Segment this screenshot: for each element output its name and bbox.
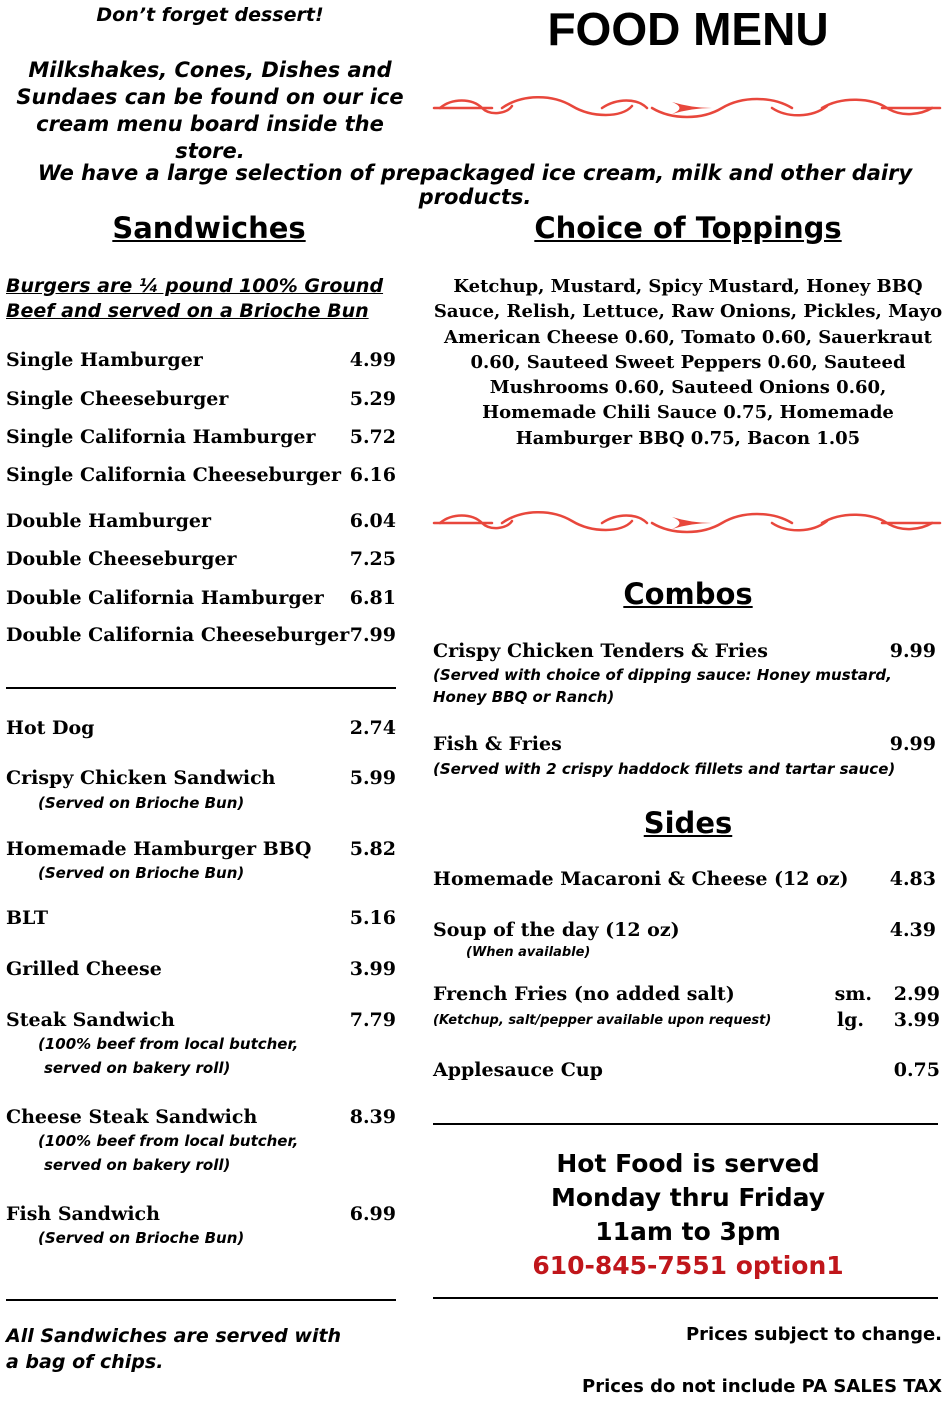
menu-item-price: 5.29 [349, 388, 396, 410]
menu-item-note: (100% beef from local butcher, [38, 1035, 299, 1053]
menu-item-name: BLT [6, 907, 49, 929]
flourish-divider-icon [432, 92, 942, 124]
menu-item-name: Single Cheeseburger [6, 388, 229, 410]
combo-item-note: (Served with choice of dipping sauce: Honey mustard, [433, 666, 892, 684]
divider-line [433, 1123, 938, 1125]
tax-note: Prices do not include PA SALES TAX [582, 1376, 942, 1397]
toppings-line: 0.60, Sauteed Sweet Peppers 0.60, Sauteed [470, 351, 906, 373]
menu-title: FOOD MENU [547, 3, 829, 55]
dessert-text [0, 57, 420, 165]
menu-item-note: served on bakery roll) [44, 1156, 231, 1174]
side-item-price: 3.99 [893, 1009, 940, 1031]
toppings-line: Homemade Chili Sauce 0.75, Homemade [482, 402, 894, 424]
menu-item-price: 6.81 [349, 587, 396, 609]
menu-item-note: (100% beef from local butcher, [38, 1132, 299, 1150]
toppings-list [432, 274, 944, 451]
side-item-name: Applesauce Cup [433, 1059, 603, 1081]
menu-item-name: Double California Hamburger [6, 587, 324, 609]
burger-note-line: Burgers are ¼ pound 100% Ground [6, 275, 384, 297]
chips-note-line: a bag of chips. [6, 1351, 164, 1373]
menu-item-name: Cheese Steak Sandwich [6, 1106, 258, 1128]
burger-note [6, 274, 416, 324]
menu-item-price: 3.99 [349, 958, 396, 980]
menu-item-price: 4.99 [349, 349, 396, 371]
toppings-line: American Cheese 0.60, Tomato 0.60, Sauerkraut [443, 326, 932, 348]
menu-item-note: (Served on Brioche Bun) [38, 1229, 245, 1247]
dessert-line: cream menu board inside the store. [36, 112, 384, 163]
menu-item-note: (Served on Brioche Bun) [38, 864, 245, 882]
menu-item-price: 5.72 [349, 426, 396, 448]
menu-item-price: 6.99 [349, 1203, 396, 1225]
menu-item-price: 5.99 [349, 767, 396, 789]
toppings-line: Sauce, Relish, Lettuce, Raw Onions, Pickles, Mayo [433, 301, 943, 323]
side-item-price: 4.83 [889, 868, 936, 890]
dessert-title: Don’t forget dessert! [96, 4, 324, 26]
dessert-line: Sundaes can be found on our ice [16, 85, 404, 109]
side-item-name: French Fries (no added salt) [433, 983, 735, 1005]
divider-line [6, 1299, 396, 1301]
menu-item-name: Fish Sandwich [6, 1203, 160, 1225]
hours-block [432, 1147, 944, 1283]
phone-number: 610-845-7551 option1 [532, 1251, 844, 1280]
menu-item-name: Single California Hamburger [6, 426, 316, 448]
toppings-heading: Choice of Toppings [534, 211, 842, 245]
sides-heading: Sides [643, 806, 733, 840]
menu-item-name: Double California Cheeseburger [6, 624, 350, 646]
menu-item-price: 6.04 [349, 510, 396, 532]
combo-item-price: 9.99 [889, 640, 936, 662]
toppings-line: Hamburger BBQ 0.75, Bacon 1.05 [515, 427, 861, 449]
burger-note-line: Beef and served on a Brioche Bun [6, 300, 369, 322]
menu-item-name: Double Hamburger [6, 510, 212, 532]
toppings-line: Ketchup, Mustard, Spicy Mustard, Honey BBQ [453, 276, 923, 297]
side-item-note: (Ketchup, salt/pepper available upon request) [433, 1013, 772, 1028]
menu-item-name: Homemade Hamburger BBQ [6, 838, 312, 860]
side-item-note: (When available) [466, 945, 591, 960]
menu-item-price: 7.25 [349, 548, 396, 570]
combo-item-price: 9.99 [889, 733, 936, 755]
menu-item-name: Crispy Chicken Sandwich [6, 767, 276, 789]
menu-item-price: 6.16 [349, 464, 396, 486]
menu-item-name: Hot Dog [6, 717, 95, 739]
menu-item-name: Grilled Cheese [6, 958, 162, 980]
side-item-price: 0.75 [893, 1059, 940, 1081]
menu-item-price: 5.82 [349, 838, 396, 860]
divider-line [6, 687, 396, 689]
menu-item-name: Double Cheeseburger [6, 548, 237, 570]
combo-item-note: Honey BBQ or Ranch) [433, 688, 615, 706]
side-item-price: 2.99 [893, 983, 940, 1005]
dairy-note: We have a large selection of prepackaged ice cream, milk and other dairy products. [37, 161, 913, 209]
side-item-name: Soup of the day (12 oz) [433, 919, 680, 941]
divider-line [433, 1297, 938, 1299]
menu-item-price: 5.16 [349, 907, 396, 929]
menu-item-price: 8.39 [349, 1106, 396, 1128]
side-item-price: 4.39 [889, 919, 936, 941]
hours-line: 11am to 3pm [595, 1217, 781, 1246]
chips-note-line: All Sandwiches are served with [6, 1325, 342, 1347]
combos-heading: Combos [623, 577, 753, 611]
menu-item-name: Single California Cheeseburger [6, 464, 342, 486]
menu-item-note: served on bakery roll) [44, 1059, 231, 1077]
flourish-divider-icon [432, 507, 942, 539]
menu-item-name: Steak Sandwich [6, 1009, 175, 1031]
menu-item-price: 7.99 [349, 624, 396, 646]
chips-note [6, 1323, 406, 1375]
hours-line: Monday thru Friday [550, 1183, 826, 1212]
combo-item-note: (Served with 2 crispy haddock fillets and tartar sauce) [433, 760, 896, 778]
menu-item-name: Single Hamburger [6, 349, 203, 371]
prices-change-note: Prices subject to change. [685, 1324, 942, 1345]
menu-item-price: 2.74 [349, 717, 396, 739]
toppings-line: Mushrooms 0.60, Sauteed Onions 0.60, [489, 377, 887, 399]
menu-item-note: (Served on Brioche Bun) [38, 794, 245, 812]
size-label: lg. [836, 1009, 864, 1031]
side-item-name: Homemade Macaroni & Cheese (12 oz) [433, 868, 849, 890]
dessert-line: Milkshakes, Cones, Dishes and [28, 58, 392, 82]
menu-item-price: 7.79 [349, 1009, 396, 1031]
combo-item-name: Fish & Fries [433, 733, 562, 755]
combo-item-name: Crispy Chicken Tenders & Fries [433, 640, 768, 662]
size-label: sm. [834, 983, 872, 1005]
sandwiches-heading: Sandwiches [112, 211, 306, 245]
hours-line: Hot Food is served [556, 1149, 820, 1178]
